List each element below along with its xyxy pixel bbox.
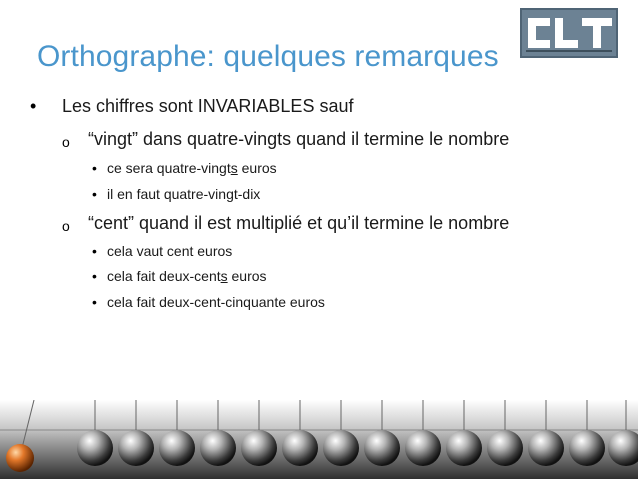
bullet-l1: Les chiffres sont INVARIABLES sauf [62,96,354,116]
clt-logo [520,8,618,58]
bullet-l3b: il en faut quatre-vingt-dix [107,186,261,202]
bullet-l3a-post: euros [237,160,277,176]
bullet-l2a: “vingt” dans quatre-vingts quand il termine le nombre [88,129,510,149]
bullet-marker: • [92,186,97,202]
bullet-marker: • [92,268,97,284]
bullet-l3c: cela vaut cent euros [107,243,233,259]
bullet-l3a [107,160,277,176]
bullet-l3e: cela fait deux-cent-cinquante euros [107,294,325,310]
bullet-marker: • [92,160,97,176]
sub-bullet-marker: o [62,218,70,234]
bullet-l3a-pre: ce sera quatre-vingt [107,160,231,176]
bullet-l2b: “cent” quand il est multiplié et qu’il termine le nombre [88,213,510,233]
bullet-marker: • [92,294,97,310]
bullet-marker: • [92,243,97,259]
bullet-l3d-pre: cela fait deux-cent [107,268,221,284]
newtons-cradle-image [0,400,638,479]
bullet-l3a-underlined: s [230,160,238,176]
bullet-l3d-post: euros [227,268,267,284]
sub-bullet-marker: o [62,134,70,150]
bullet-marker: • [30,96,37,116]
bullet-l3d-underlined: s [220,268,228,284]
slide-title: Orthographe: quelques remarques [37,40,499,73]
bullet-l3d [107,268,267,284]
